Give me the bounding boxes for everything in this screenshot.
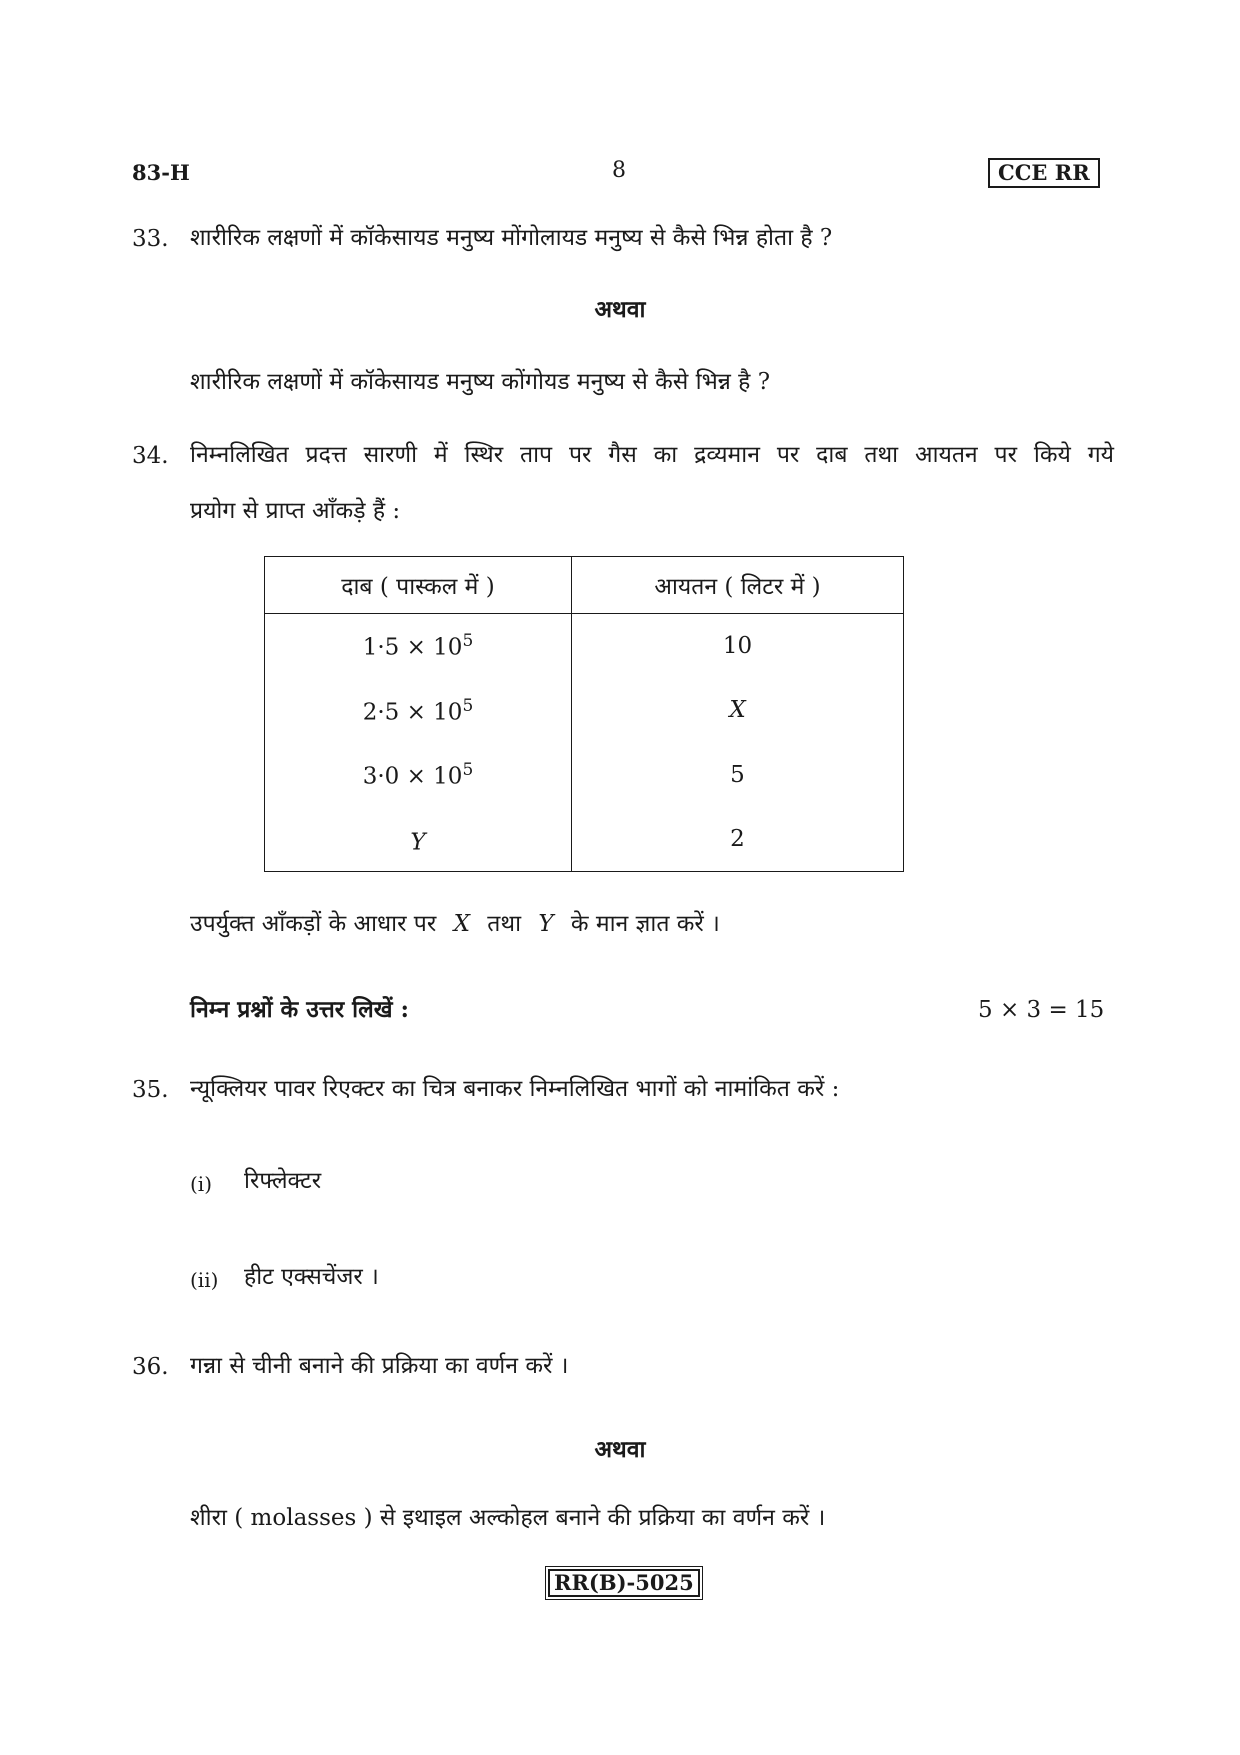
volume-cell: X (572, 678, 904, 742)
q35-number: 35. (132, 1077, 169, 1103)
q35-text: न्यूक्लियर पावर रिएक्टर का चित्र बनाकर निम्नलिखित भागों को नामांकित करें : (190, 1076, 840, 1102)
q33-alt-text: शारीरिक लक्षणों में कॉकेसायड मनुष्य कोंगोयड मनुष्य से कैसे भिन्न है ? (190, 369, 771, 395)
volume-cell: 10 (572, 614, 904, 679)
pressure-cell: $3\cdot 0 \times 10^5$ (265, 742, 572, 806)
q35-item-label: (ii) (190, 1268, 219, 1292)
pressure-column-header: दाब ( पास्कल में ) (265, 557, 572, 614)
table-row (265, 614, 904, 679)
q34-text-line2: प्रयोग से प्राप्त आँकड़े हैं : (190, 498, 401, 524)
q33-or-label: अथवा (594, 296, 646, 323)
q36-alt-text: शीरा ( molasses ) से इथाइल अल्कोहल बनाने की प्रक्रिया का वर्णन करें । (190, 1505, 826, 1531)
table-row (265, 742, 904, 806)
q35-item-label: (i) (190, 1172, 213, 1196)
q33-number: 33. (132, 226, 169, 252)
pressure-cell: Y (265, 807, 572, 872)
pressure-volume-table (264, 556, 904, 872)
q36-number: 36. (132, 1354, 169, 1380)
series-label: CCE RR (988, 158, 1100, 188)
paper-code: 83-H (132, 160, 190, 185)
table-row (265, 678, 904, 742)
section-marks: 5 × 3 = 15 (978, 997, 1105, 1023)
table-header-row (265, 557, 904, 614)
page-number: 8 (612, 158, 626, 183)
q36-or-label: अथवा (594, 1436, 646, 1463)
pressure-cell: $2\cdot 5 \times 10^5$ (265, 678, 572, 742)
q34-number: 34. (132, 443, 169, 469)
q36-text: गन्ना से चीनी बनाने की प्रक्रिया का वर्णन करें । (190, 1353, 569, 1379)
section-instruction: निम्न प्रश्नों के उत्तर लिखें : (190, 996, 410, 1023)
q34-question: उपर्युक्त आँकड़ों के आधार पर X तथा Y के मान ज्ञात करें । (190, 911, 720, 937)
q34-text-line1: निम्नलिखित प्रदत्त सारणी में स्थिर ताप पर गैस का द्रव्यमान पर दाब तथा आयतन पर किये गये (190, 442, 1114, 468)
table-row (265, 807, 904, 872)
q33-text: शारीरिक लक्षणों में कॉकेसायड मनुष्य मोंगोलायड मनुष्य से कैसे भिन्न होता है ? (190, 225, 833, 251)
volume-cell: 2 (572, 807, 904, 872)
volume-column-header: आयतन ( लिटर में ) (572, 557, 904, 614)
volume-cell: 5 (572, 742, 904, 806)
q35-item-text: रिफ्लेक्टर (244, 1168, 322, 1194)
q35-item-text: हीट एक्सचेंजर । (244, 1264, 379, 1290)
pressure-cell: $1\cdot 5 \times 10^5$ (265, 614, 572, 679)
footer-code: RR(B)-5025 (548, 1569, 700, 1597)
